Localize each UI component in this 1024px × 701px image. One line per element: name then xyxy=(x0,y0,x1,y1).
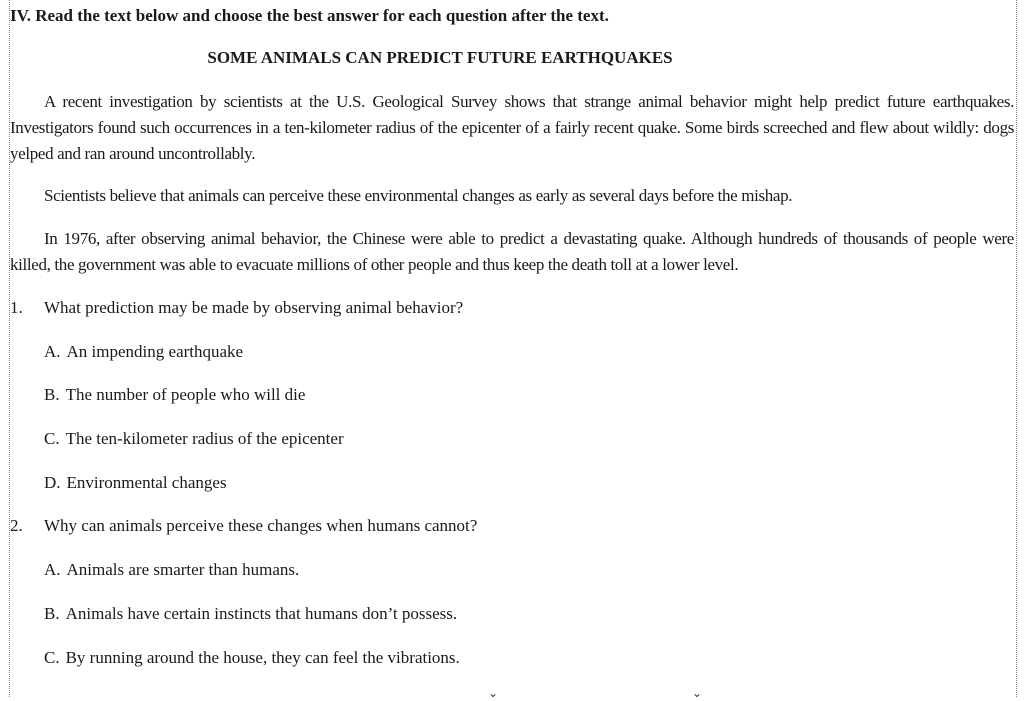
option-letter: D. xyxy=(44,473,61,492)
section-heading: IV. Read the text below and choose the best answer for each question after the text. xyxy=(10,6,609,25)
paragraph-3: In 1976, after observing animal behavior, the Chinese were able to predict a devastating quake. Although hundreds of thousands of people were killed, the government was able to evacuate millions of other people and thus keep the death toll at a lower level. xyxy=(10,229,1014,274)
option-letter: C. xyxy=(44,648,60,667)
option-text: Environmental changes xyxy=(66,473,227,492)
option-text: The number of people who will die xyxy=(65,385,306,404)
question-2-text: Why can animals perceive these changes when humans cannot? xyxy=(44,516,478,535)
option-letter: A. xyxy=(44,342,61,361)
option-letter: C. xyxy=(44,429,60,448)
option-letter: B. xyxy=(44,385,60,404)
question-1-text: What prediction may be made by observing animal behavior? xyxy=(44,298,464,317)
question-1-option-c[interactable] xyxy=(44,429,344,449)
paragraph-2: Scientists believe that animals can perceive these environmental changes as early as several days before the mishap. xyxy=(44,186,793,205)
option-text: The ten-kilometer radius of the epicenter xyxy=(65,429,344,448)
paragraph-1: A recent investigation by scientists at the U.S. Geological Survey shows that strange animal behavior might help predict future earthquakes. Investigators found such occurrences in a ten-kilometer radius of the epicenter of a fairly recent quake. Some birds screeched and flew about wildly: dogs yelped and ran around uncontrollably. xyxy=(10,92,1014,163)
question-2-number: 2. xyxy=(10,516,23,535)
question-2-option-a[interactable] xyxy=(44,560,299,580)
question-1-option-a[interactable] xyxy=(44,342,243,362)
option-letter: A. xyxy=(44,560,61,579)
text-fragment-mark: ⌄ xyxy=(692,686,703,700)
question-1-number: 1. xyxy=(10,298,23,317)
option-text: Animals are smarter than humans. xyxy=(66,560,300,579)
question-1-option-d[interactable] xyxy=(44,473,227,493)
passage-title: SOME ANIMALS CAN PREDICT FUTURE EARTHQUAKES xyxy=(207,48,673,67)
question-2-option-b[interactable] xyxy=(44,604,457,624)
option-text: An impending earthquake xyxy=(66,342,244,361)
text-fragment-mark: ⌄ xyxy=(488,686,499,700)
option-text: By running around the house, they can feel the vibrations. xyxy=(65,648,460,667)
option-text: Animals have certain instincts that humans don’t possess. xyxy=(65,604,458,623)
right-margin-guide xyxy=(1016,0,1017,697)
question-1-option-b[interactable] xyxy=(44,385,305,405)
question-2-option-c[interactable] xyxy=(44,648,460,668)
option-letter: B. xyxy=(44,604,60,623)
